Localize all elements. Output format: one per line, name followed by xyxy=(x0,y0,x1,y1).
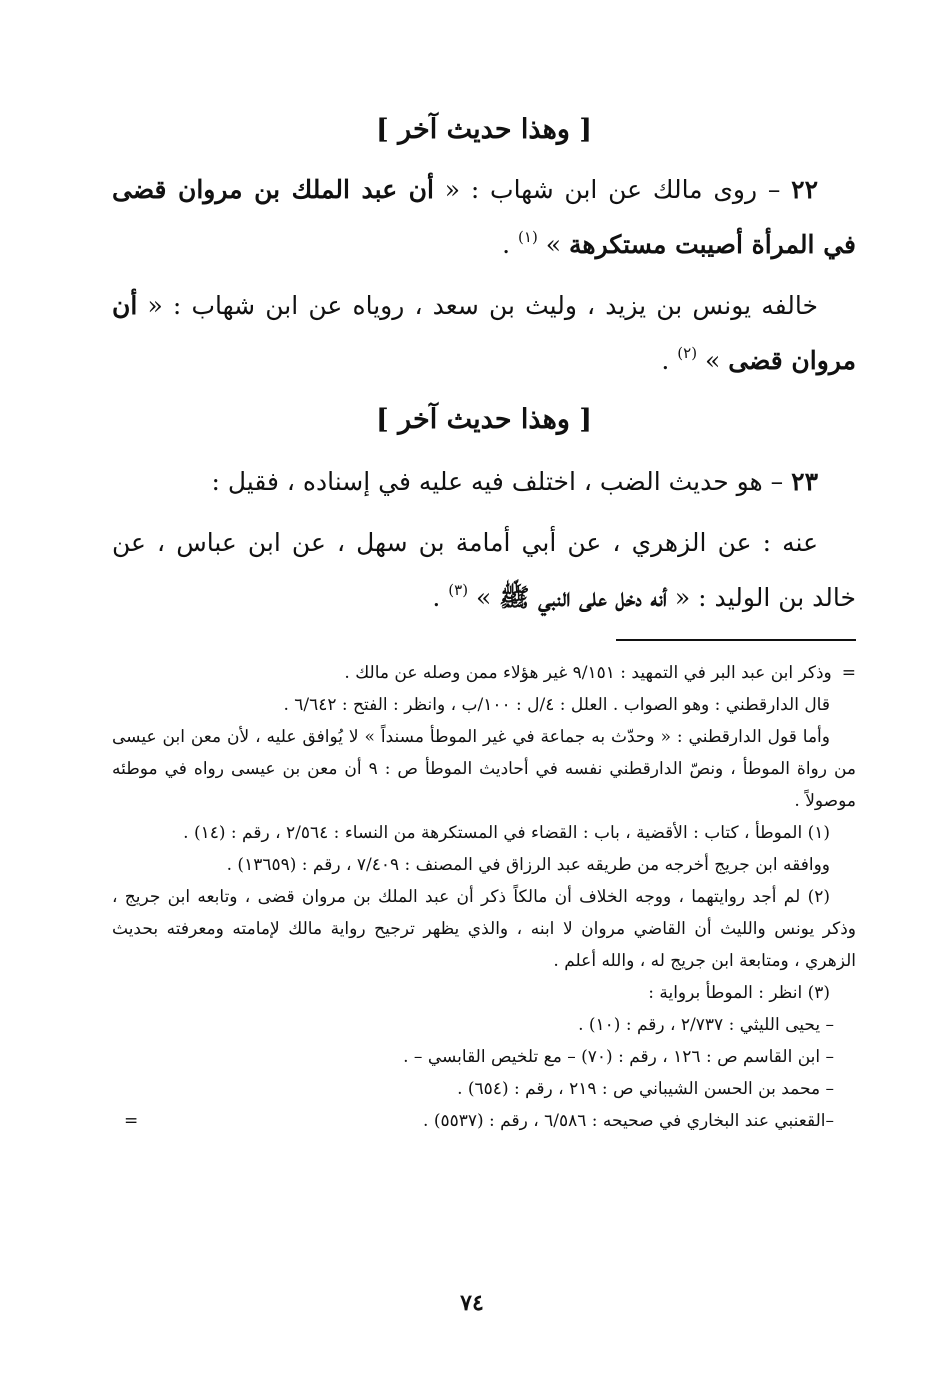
footnote-text: –القعنبي عند البخاري في صحيحه : ٦/٥٨٦ ، رقم : (٥٥٣٧) . xyxy=(423,1111,834,1131)
hadith-bold-text: أن عبد الملك بن مروان قضى في المرأة أصيبت مستكرهة xyxy=(112,175,856,259)
section-heading: [ وهذا حديث آخر ] xyxy=(375,114,593,145)
footnote-continued: وأما قول الدارقطني : « وحدّث به جماعة في غير الموطأ مسنداً » لا يُوافق عليه ، لأن معن ابن عيسى من رواة الموطأ ، ونصّ الدارقطني نفسه في أحاديث الموطأ ص : ٩ أن معن بن عيسى رواه في موطئه موصولاً . xyxy=(112,727,856,811)
hadith-23-chain xyxy=(112,515,856,625)
hadith-number: ٢٣ xyxy=(791,467,818,496)
hadith-bold-text: أنه دخل على النبي ﷺ xyxy=(499,583,667,612)
page-number: ٧٤ xyxy=(460,1290,484,1316)
hadith-22-variant xyxy=(112,278,856,388)
section-heading: [ وهذا حديث آخر ] xyxy=(375,404,593,435)
footnote-2: (٢) لم أجد روايتهما ، ووجه الخلاف أن مالكاً ذكر أن عبد الملك بن مروان قضى ، وتابعه ابن جريج ، وذكر يونس والليث أن القاضي مروان لا ابنه ، والذي يظهر ترجيح رواية مالك لإمامته ومعرفته بحديث الزهري ، ومتابعة ابن جريج له ، والله أعلم . xyxy=(112,887,856,971)
footnote-3: (٣) انظر : الموطأ برواية : xyxy=(648,983,830,1003)
hadith-text: . xyxy=(661,346,678,375)
hadith-22 xyxy=(112,162,856,272)
hadith-bold-text: أن مروان قضى xyxy=(112,291,856,375)
footnote-3-list-item xyxy=(112,1105,856,1137)
footnote-ref[interactable]: (٣) xyxy=(448,581,469,599)
footnote-ref[interactable]: (١) xyxy=(518,228,538,246)
hadith-text: . xyxy=(502,230,519,259)
hadith-text: » xyxy=(537,230,569,259)
hadith-text: خالفه يونس بن يزيد ، وليث بن سعد ، روياه عن ابن شهاب : « xyxy=(137,291,818,320)
footnote-3-list-item: – ابن القاسم ص : ١٢٦ ، رقم : (٧٠) – مع تلخيص القابسي – . xyxy=(403,1047,834,1067)
footnote-3-list-item: – يحيى الليثي : ٢/٧٣٧ ، رقم : (١٠) . xyxy=(578,1015,834,1035)
hadith-number: ٢٢ xyxy=(791,175,818,204)
footnote-ref[interactable]: (٢) xyxy=(677,344,698,362)
footnote-text: وذكر ابن عبد البر في التمهيد : ٩/١٥١ غير هؤلاء ممن وصله عن مالك . xyxy=(344,663,832,683)
hadith-text: » xyxy=(468,583,500,612)
hadith-23 xyxy=(112,454,856,509)
hadith-text: . xyxy=(432,583,449,612)
footnote-divider xyxy=(616,639,856,641)
footnote-continued: قال الدارقطني : وهو الصواب . العلل : ٤/ل : ١٠٠/ب ، وانظر : الفتح : ٦/٦٤٢ . xyxy=(283,695,830,715)
footnote-1: (١) الموطأ ، كتاب : الأقضية ، باب : القضاء في المستكرهة من النساء : ٢/٥٦٤ ، رقم : (١٤) . xyxy=(183,823,830,843)
footnote-continued xyxy=(112,657,856,689)
continuation-marker: = xyxy=(124,1111,139,1131)
hadith-text: عنه : عن الزهري ، عن أبي أمامة بن سهل ، عن ابن عباس ، عن خالد بن الوليد : « xyxy=(112,528,856,612)
footnote-1-addendum: ووافقه ابن جريج أخرجه من طريقه عبد الرزاق في المصنف : ٧/٤٠٩ ، رقم : (١٣٦٥٩) . xyxy=(226,855,830,875)
hadith-text: – روى مالك عن ابن شهاب : « xyxy=(433,175,792,204)
continuation-marker: = xyxy=(841,663,856,683)
footnotes xyxy=(112,657,856,1137)
hadith-text: » xyxy=(697,346,729,375)
hadith-text: – هو حديث الضب ، اختلف فيه عليه في إسناده ، فقيل : xyxy=(211,467,792,496)
footnote-3-list-item: – محمد بن الحسن الشيباني ص : ٢١٩ ، رقم : (٦٥٤) . xyxy=(457,1079,834,1099)
